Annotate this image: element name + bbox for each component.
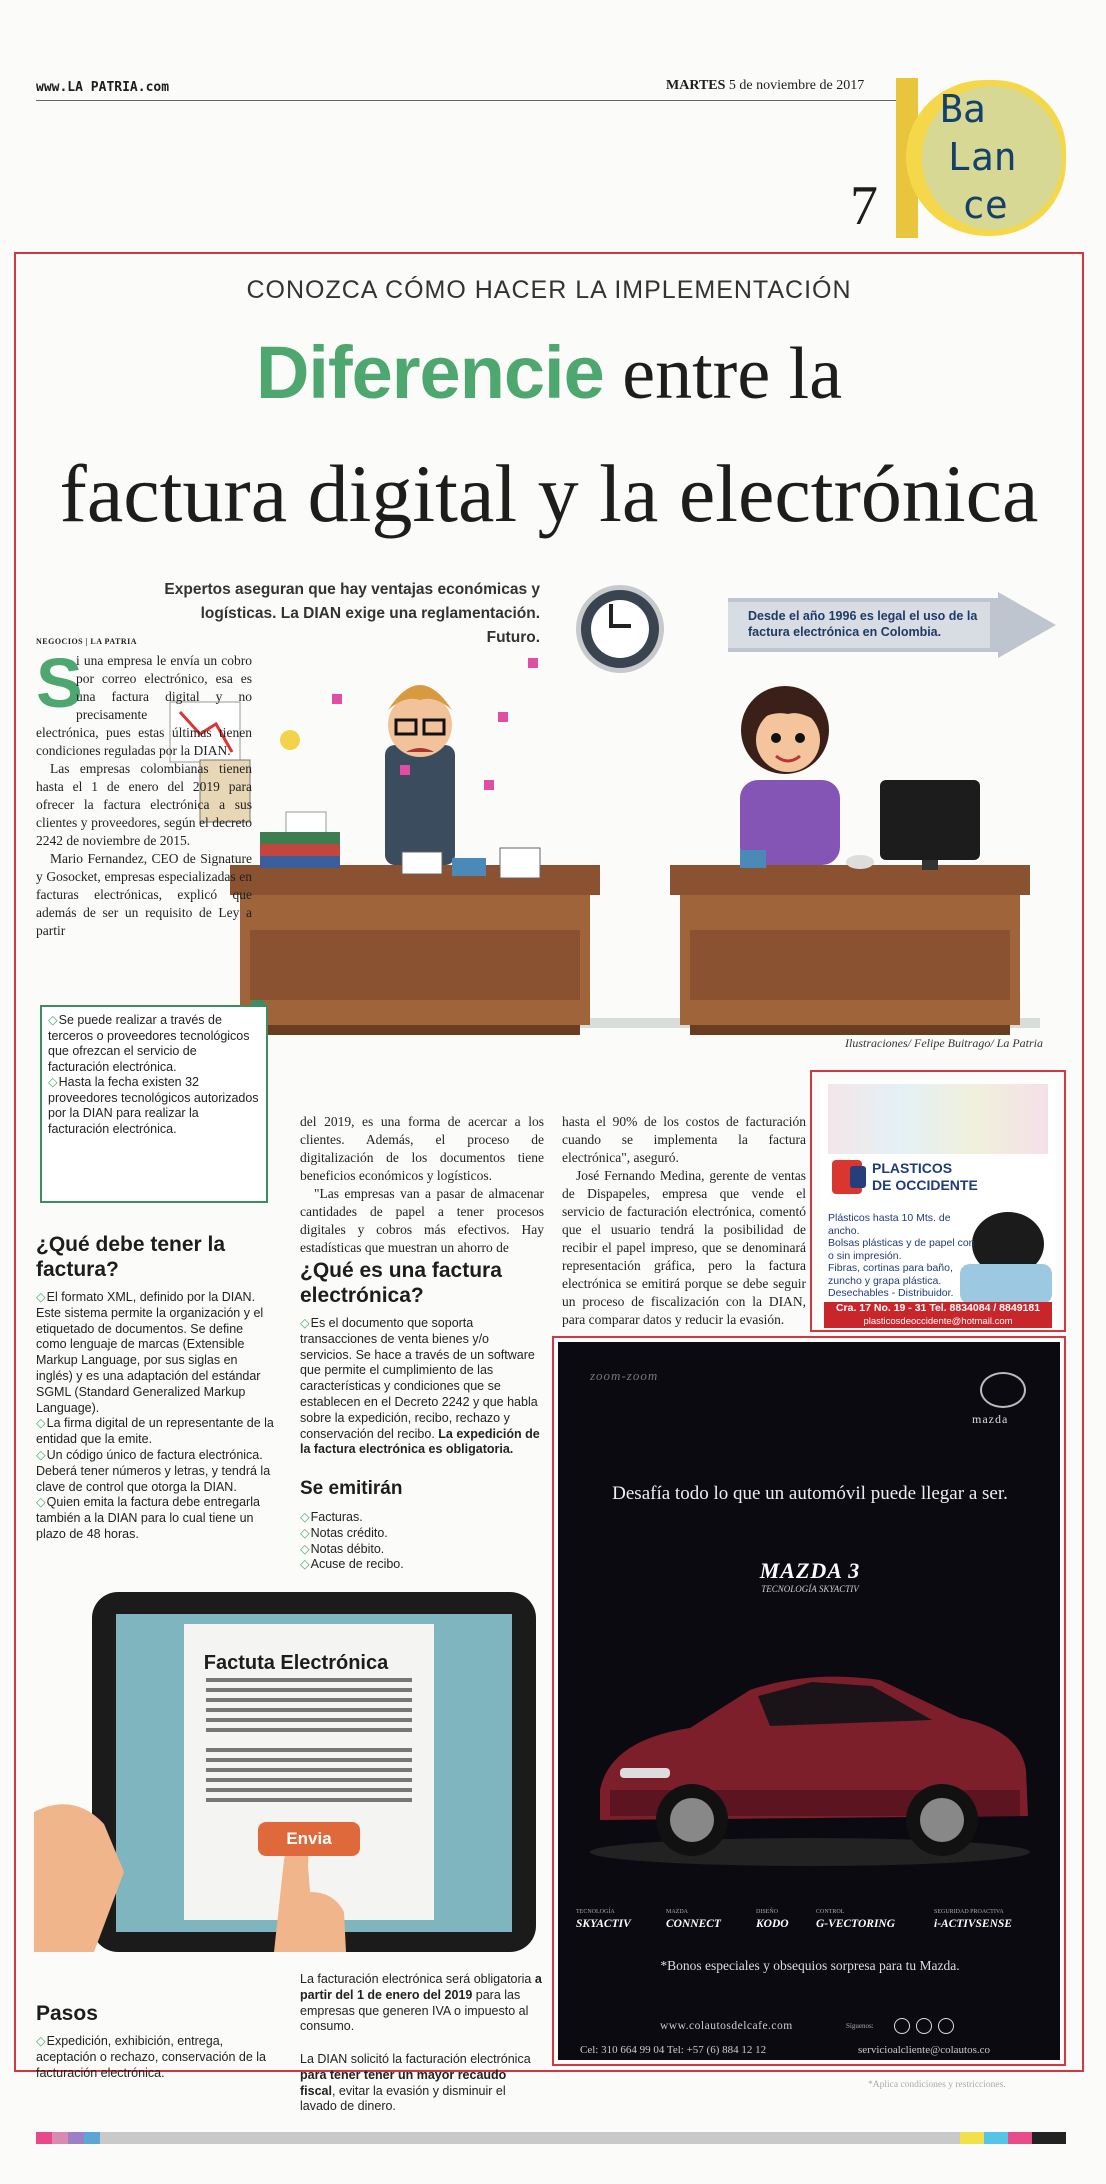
mazda-offer: *Bonos especiales y obsequios sorpresa para tu Mazda. (660, 1958, 960, 1973)
mazda-slogan: zoom-zoom (590, 1368, 659, 1383)
info-box (40, 1005, 268, 1203)
steps-heading: Pasos (36, 2002, 98, 2025)
ad-plasticos-products-photo (828, 1084, 1048, 1154)
issued-item: ◇ Notas crédito. (300, 1526, 500, 1542)
steps-text: Expedición, exhibición, entrega, aceptación o rechazo, conservación de la facturación electrónica. (36, 2034, 267, 2080)
tablet-illustration (34, 1592, 544, 1952)
desk-left (230, 865, 600, 1035)
section-logo-line-1: Ba (940, 87, 986, 131)
definition-text: Es el documento que soporta transacciones de venta bienes y/o servicios. Se hace a través de un software que permite el cumplimiento de las características y condiciones que se establecen en el Decreto 2242 y que habla sobre la expedición, recibo, rechazo y conservación del recibo. (300, 1316, 538, 1441)
column-2-paragraph-2: "Las empresas van a pasar de almacenar cantidades de papel a tener procesos digitales y cobros más efectivos. Hay estadísticas que muestran un ahorro de (300, 1186, 544, 1255)
plasticos-contact: Cra. 17 No. 19 - 31 Tel. 8834084 / 8849181 plasticosdeoccidente@hotmail.com (824, 1302, 1052, 1328)
requirements-heading: ¿Qué debe tener la factura? (36, 1233, 226, 1281)
mazda-website: www.colautosdelcafe.com (660, 2020, 793, 2032)
site-url: www.LA PATRIA.com (36, 80, 170, 95)
headline-highlight: Diferencie (255, 331, 604, 414)
header-rule (36, 100, 896, 101)
column-2-paragraph-1: del 2019, es una forma de acercar a los clientes. Además, el proceso de digitalización de los documentos tiene beneficios económicos y logísticos. (300, 1114, 544, 1183)
paragraph-3: Mario Fernandez, CEO de Signature y Gosocket, empresas especializadas en facturas electrónicas, explicó que además de ser un requisito de Ley a partir (36, 851, 252, 938)
illustration-credit: Ilustraciones/ Felipe Buitrago/ La Patria (845, 1036, 1043, 1050)
definition-body (300, 1316, 540, 1458)
tech-kodo: KODO (756, 1918, 789, 1930)
column-3-paragraph-2: José Fernando Medina, gerente de ventas de Dispapeles, empresa que vende el servicio de facturación electrónica, comentó que el usuario tendrá la posibilidad de recibir el papel impreso, que se denominará representación gráfica, pero la factura electrónica se emitirá porque se debe seguir un proceso de fiscalización con la DIAN, para comparar datos y reducir la evasión. (562, 1168, 806, 1327)
mazda-email: servicioalcliente@colautos.co (858, 2044, 990, 2056)
section-logo-line-3: ce (962, 183, 1008, 227)
section-logo (896, 78, 1064, 238)
instagram-icon (916, 2018, 932, 2034)
requirements-item: ◇ Un código único de factura electrónica. Deberá tener números y letras, y tendrá la clave de control que otorga la DIAN. (36, 1448, 276, 1495)
body-column-1 (36, 644, 252, 940)
tablet-send-button: Envia (258, 1822, 360, 1856)
tech-i-activsense: i-ACTIVSENSE (934, 1918, 1012, 1930)
mazda-brand: mazda (972, 1412, 1009, 1426)
mazda-logo-icon (980, 1372, 1026, 1408)
calm-woman (740, 686, 840, 865)
mazda-car-photo (580, 1640, 1040, 1870)
column-3-paragraph-1: hasta el 90% de los costos de facturación cuando se implementa la factura electrónica", aseguró. (562, 1114, 806, 1165)
mazda-headline: Desafía todo lo que un automóvil puede llegar a ser. (612, 1483, 1008, 1504)
section-logo-line-2: Lan (948, 135, 1017, 179)
headline-line-1 (14, 330, 1084, 417)
date-day: MARTES (666, 78, 726, 93)
plasticos-logo-mark (850, 1166, 866, 1188)
body-column-3 (562, 1113, 806, 1329)
plasticos-list: Plásticos hasta 10 Mts. de ancho. Bolsas plásticas y de papel con o sin impresión. Fibras, cortinas para baño, zuncho y grapa plástica. Desechables - Distribuidor. (828, 1212, 975, 1299)
info-item-1: ◇ Se puede realizar a través de terceros o proveedores tecnológicos que ofrezcan el servicio de facturación electrónica. (48, 1013, 260, 1075)
body-column-2 (300, 1113, 544, 1257)
issued-item: ◇ Acuse de recibo. (300, 1557, 500, 1573)
plasticos-name: PLASTICOS DE OCCIDENTE (872, 1160, 978, 1193)
requirements-item: ◇ Quien emita la factura debe entregarla también a la DIAN para lo cual tiene un plazo de 48 horas. (36, 1495, 276, 1542)
mazda-model: MAZDA 3 (759, 1558, 861, 1583)
note-obligatory: La facturación electrónica será obligatoria a partir del 1 de enero del 2019 para las empresas que generen IVA o impuesto al consumo. (300, 1972, 542, 2034)
issued-item: ◇ Facturas. (300, 1510, 500, 1526)
definition-heading: ¿Qué es una factura electrónica? (300, 1259, 502, 1307)
steps-body (36, 2034, 276, 2081)
section-tag: NEGOCIOS | LA PATRIA (36, 637, 138, 646)
desk-right (670, 865, 1030, 1035)
page-number: 7 (850, 175, 878, 237)
tablet-invoice-title: Factuta Electrónica (203, 1652, 389, 1674)
mazda-conditions: *Aplica condiciones y restricciones. (868, 2080, 1006, 2090)
definition-bold: La expedición de la factura electrónica es obligatoria. (300, 1426, 540, 1457)
issued-item: ◇ Notas débito. (300, 1542, 500, 1558)
stressed-man (385, 685, 455, 865)
tech-skyactiv: SKYACTIV (576, 1918, 631, 1930)
facebook-icon (894, 2018, 910, 2034)
info-item-2: ◇ Hasta la fecha existen 32 proveedores tecnológicos autorizados por la DIAN para realizar la facturación electrónica. (48, 1075, 260, 1137)
requirements-item: ◇ El formato XML, definido por la DIAN. Este sistema permite la organización y el etiquetado de documentos. Se define como lenguaje de marcas (Extensible Markup Language, por sus siglas en inglés) y es una adaptación del estándar SGML (Standard Generalized Markup Language). (36, 1290, 276, 1416)
callout-text: Desde el año 1996 es legal el uso de la factura electrónica en Colombia. (748, 609, 978, 639)
issued-heading: Se emitirán (300, 1478, 403, 1499)
paragraph-1-opening: i una empresa le envía un cobro por correo electrónico, esa es una factura digital y no precisamente (76, 653, 252, 722)
mazda-follow-label: Síguenos: (846, 2022, 874, 2030)
twitter-icon (938, 2018, 954, 2034)
tech-g-vectoring: G-VECTORING (816, 1918, 896, 1930)
paragraph-1-rest: electrónica, pues estas últimas tienen condiciones reguladas por la DIAN. (36, 725, 252, 758)
deck: Expertos aseguran que hay ventajas económicas y logísticas. La DIAN exige una reglamentación. Futuro. (164, 581, 540, 646)
kicker: CONOZCA CÓMO HACER LA IMPLEMENTACIÓN (246, 276, 852, 304)
drop-cap: S (36, 644, 83, 722)
mazda-model-sub: TECNOLOGÍA SKYACTIV (761, 1584, 859, 1594)
issue-date (666, 78, 864, 94)
requirements-item: ◇ La firma digital de un representante de la entidad que la emite. (36, 1416, 276, 1448)
print-color-strip (36, 2132, 1066, 2144)
requirements-list (36, 1290, 276, 1543)
tech-connect: CONNECT (666, 1918, 721, 1930)
date-rest: 5 de noviembre de 2017 (728, 78, 865, 93)
mazda-phones: Cel: 310 664 99 04 Tel: +57 (6) 884 12 12 (580, 2044, 767, 2056)
note-dian: La DIAN solicitó la facturación electrónica para tener tener un mayor recaudo fiscal, evitar la evasión y disminuir el lavado de dinero. (300, 2052, 531, 2114)
issued-list (300, 1510, 500, 1573)
paragraph-2: Las empresas colombianas tienen hasta el 1 de enero del 2019 para ofrecer la factura electrónica a sus clientes y proveedores, según el decreto 2242 de noviembre de 2015. (36, 761, 252, 848)
headline-line-2: factura digital y la electrónica (59, 448, 1039, 539)
headline-rest: entre la (622, 333, 843, 415)
